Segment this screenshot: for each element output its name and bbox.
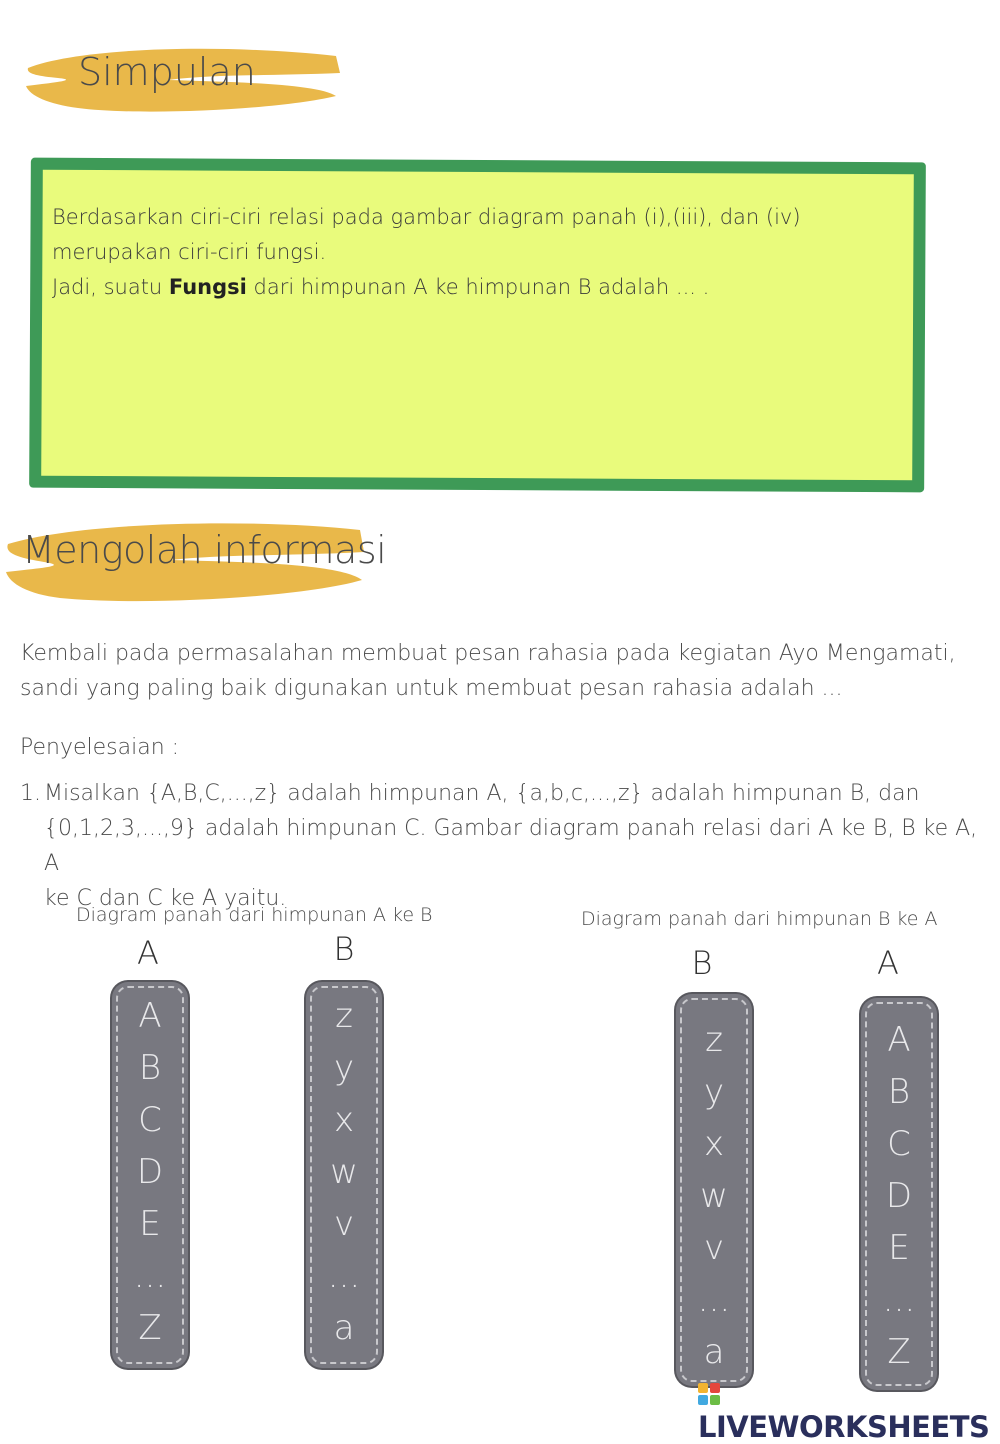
conclusion-text	[52, 200, 872, 305]
set-element: z	[335, 996, 353, 1036]
set-element: v	[703, 1228, 725, 1268]
diagram-ba-set-b	[676, 994, 752, 1386]
set-element: C	[887, 1124, 911, 1164]
set-element: y	[333, 1048, 355, 1088]
diagram-ba-set-a	[861, 998, 937, 1390]
penyelesaian-label: Penyelesaian :	[20, 735, 180, 760]
set-element: Z	[887, 1332, 911, 1372]
section-title-simpulan: Simpulan	[78, 50, 256, 94]
set-element: ...	[697, 1280, 731, 1320]
list-item-1: 1. Misalkan {A,B,C,...,z} adalah himpunan A, {a,b,c,...,z} adalah himpunan B, dan {0,1,2,3,...,9} adalah himpunan C. Gambar diagram panah relasi dari A ke B, B ke A, A ke C dan C ke A yaitu.	[20, 776, 990, 916]
set-element: Z	[138, 1308, 162, 1348]
set-element: x	[703, 1124, 725, 1164]
set-element: E	[139, 1204, 161, 1244]
set-element: A	[138, 996, 162, 1036]
intro-paragraph: Kembali pada permasalahan membuat pesan rahasia pada kegiatan Ayo Mengamati, sandi yang paling baik digunakan untuk membuat pesan rahasia adalah ...	[20, 641, 956, 701]
diagram-ba-left-label: B	[691, 944, 713, 982]
set-element: x	[333, 1100, 355, 1140]
diagram-ab-right-label: B	[333, 930, 355, 968]
conclusion-line-3: Jadi, suatu Fungsi dari himpunan A ke himpunan B adalah ... .	[52, 275, 710, 299]
section-title-mengolah: Mengolah informasi	[22, 528, 387, 572]
set-element: D	[136, 1152, 164, 1192]
liveworksheets-watermark: LIVEWORKSHEETS	[698, 1376, 1000, 1444]
set-element: a	[333, 1308, 355, 1348]
set-element: w	[700, 1176, 728, 1216]
conclusion-line-2: merupakan ciri-ciri fungsi.	[52, 240, 327, 264]
fungsi-bold: Fungsi	[168, 275, 247, 299]
set-element: v	[333, 1204, 355, 1244]
set-element: A	[887, 1020, 911, 1060]
diagram-ab-title: Diagram panah dari himpunan A ke B	[76, 904, 433, 926]
diagram-ab-set-a	[112, 982, 188, 1368]
set-element: C	[138, 1100, 162, 1140]
set-element: ...	[882, 1280, 916, 1320]
set-element: a	[703, 1332, 725, 1372]
set-element: E	[888, 1228, 910, 1268]
set-element: y	[703, 1072, 725, 1112]
set-element: B	[138, 1048, 162, 1088]
set-element: ...	[133, 1256, 167, 1296]
diagram-ba-title: Diagram panah dari himpunan B ke A	[581, 908, 938, 930]
diagram-ab-set-b	[306, 982, 382, 1368]
diagram-ab-left-label: A	[137, 934, 159, 972]
set-element: z	[705, 1020, 723, 1060]
diagram-ba-right-label: A	[877, 944, 899, 982]
set-element: D	[885, 1176, 913, 1216]
list-item-number: 1.	[20, 781, 41, 806]
set-element: B	[887, 1072, 911, 1112]
set-element: ...	[327, 1256, 361, 1296]
liveworksheets-logo-icon	[698, 1383, 720, 1405]
set-element: w	[330, 1152, 358, 1192]
conclusion-line-1: Berdasarkan ciri-ciri relasi pada gambar diagram panah (i),(iii), dan (iv)	[52, 205, 801, 229]
